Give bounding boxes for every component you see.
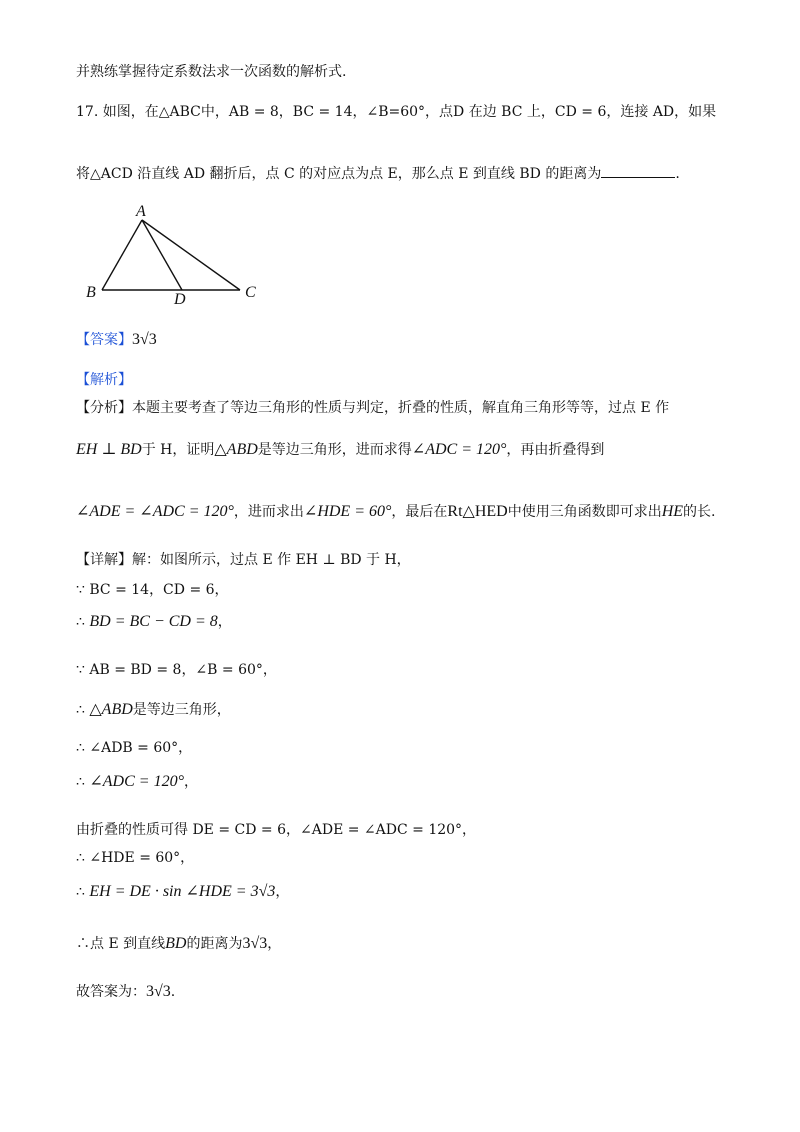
answer-blank — [601, 165, 675, 178]
step-8: ∴ ∠HDE = 60°， — [76, 850, 195, 866]
analysis-line-1: 【分析】本题主要考查了等边三角形的性质与判定，折叠的性质，解直角三角形等等，过点 E 作 — [76, 400, 670, 416]
math-expr: EH ⊥ BD — [76, 441, 142, 458]
math-expr: ∠ADC = 120° — [411, 441, 507, 458]
step-2 — [76, 612, 232, 632]
math-expr: Rt△HED — [447, 503, 508, 520]
analysis-heading: 【解析】 — [76, 372, 132, 388]
math-expr: HE — [661, 503, 684, 520]
text: 故答案为： — [76, 984, 146, 1000]
text: ，最后在 — [391, 504, 448, 520]
step-10 — [76, 934, 281, 954]
step-3: ∵ AB = BD = 8，∠B = 60°， — [76, 662, 277, 678]
question-end: . — [675, 166, 680, 182]
therefore-symbol: ∴ — [76, 614, 85, 630]
math-expr: EH = DE · sin ∠HDE = 3√3 — [89, 883, 276, 900]
answer-line — [76, 330, 157, 350]
step-1: ∵ BC = 14，CD = 6， — [76, 582, 229, 598]
text: 于 H，证明 — [141, 442, 215, 458]
analysis-line-3 — [76, 502, 715, 522]
triangle-figure — [80, 200, 280, 310]
final-answer-line — [76, 982, 175, 1002]
step-6 — [76, 772, 198, 792]
segment-ad — [142, 220, 182, 290]
vertex-d-label: D — [174, 291, 186, 308]
therefore-symbol: ∴ — [76, 884, 85, 900]
question-line-2 — [76, 164, 680, 184]
math-expr: △ABD — [214, 441, 258, 458]
question-text: 将△ACD 沿直线 AD 翻折后，点 C 的对应点为点 E，那么点 E 到直线 BD 的距离为 — [76, 166, 602, 182]
vertex-a-label: A — [136, 203, 146, 220]
text: 的距离为 — [186, 936, 243, 952]
segment-ab — [102, 220, 142, 290]
text: ∴点 E 到直线 — [76, 936, 166, 952]
step-4 — [76, 700, 231, 720]
text: ， — [217, 614, 232, 630]
vertex-c-label: C — [245, 284, 256, 301]
answer-tag: 【答案】 — [76, 332, 132, 348]
answer-value: 3√3 — [132, 331, 157, 348]
text: . — [170, 984, 176, 1000]
math-expr: ∠HDE = 60° — [303, 503, 392, 520]
math-expr: 3√3 — [242, 935, 268, 952]
detail-line-1: 【详解】解：如图所示，过点 E 作 EH ⊥ BD 于 H， — [76, 552, 411, 568]
text: 是等边三角形，进而求得 — [257, 442, 412, 458]
text: ， — [275, 884, 290, 900]
text: 是等边三角形， — [132, 702, 231, 718]
question-line-1: 17. 如图，在△ABC中，AB = 8，BC = 14，∠B=60°，点D 在边 BC 上，CD = 6，连接 AD，如果 — [76, 104, 717, 120]
step-9 — [76, 882, 289, 902]
therefore-symbol: ∴ — [76, 702, 85, 718]
math-expr: △ABD — [89, 701, 133, 718]
vertex-b-label: B — [86, 284, 96, 301]
math-expr: ∠ADE = ∠ADC = 120° — [76, 503, 234, 520]
segment-ac — [142, 220, 240, 290]
step-5: ∴ ∠ADB = 60°， — [76, 740, 193, 756]
text-line: 并熟练掌握待定系数法求一次函数的解析式. — [76, 64, 347, 80]
analysis-line-2 — [76, 440, 604, 460]
math-expr: BD — [165, 935, 187, 952]
text: 的长. — [683, 504, 716, 520]
text: 中使用三角函数即可求出 — [507, 504, 662, 520]
math-expr: ∠ADC = 120° — [89, 773, 184, 790]
text: ，进而求出 — [233, 504, 304, 520]
final-answer-value: 3√3 — [146, 983, 171, 1000]
text: ， — [267, 936, 282, 952]
therefore-symbol: ∴ — [76, 774, 85, 790]
text: ，再由折叠得到 — [506, 442, 605, 458]
math-expr: BD = BC − CD = 8 — [89, 613, 218, 630]
text: ， — [183, 774, 198, 790]
step-7: 由折叠的性质可得 DE = CD = 6，∠ADE = ∠ADC = 120°， — [76, 822, 477, 838]
